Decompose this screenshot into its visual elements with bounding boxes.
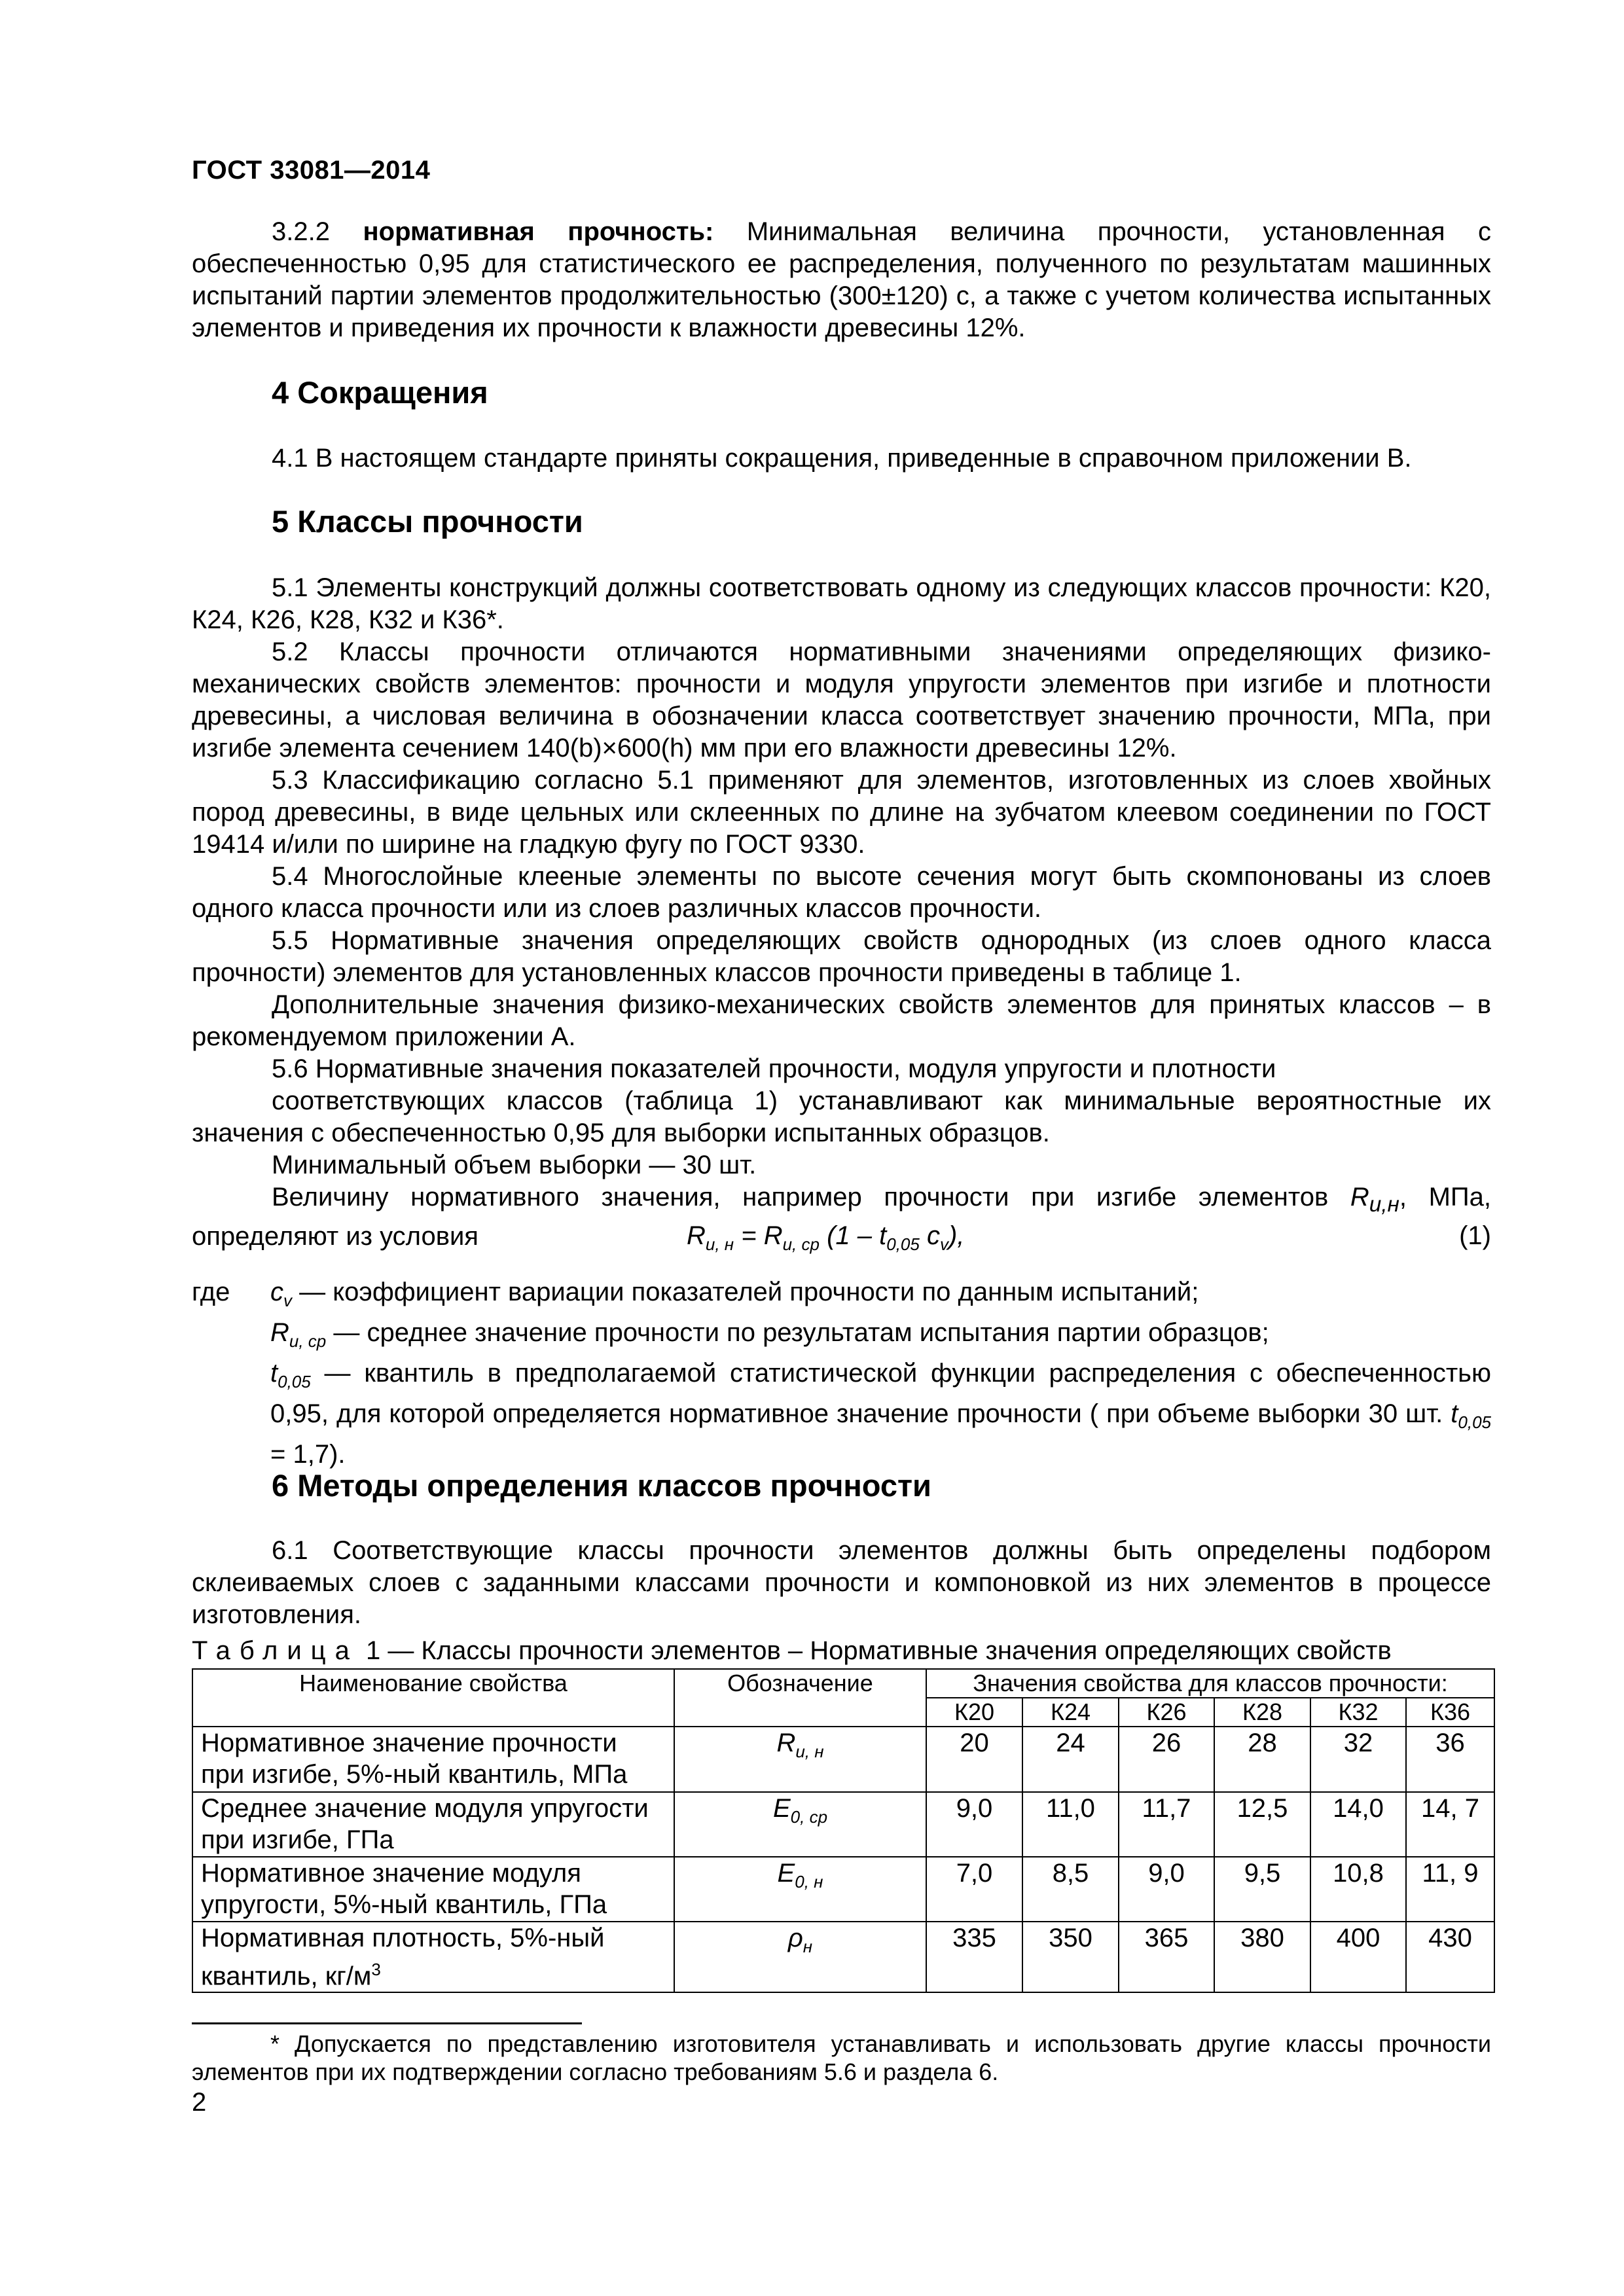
term-bold: нормативная прочность: xyxy=(363,217,714,246)
table-cell: 26 xyxy=(1119,1727,1214,1792)
clause-text: Минимальная величина прочности, установленная с обеспеченностью 0,95 для статистического ее распределения, полученного по результатам машинных испытаний партии элементов продолжительностью (300±120) с, а также с учетом количества испытанных элементов и приведения их прочности к влажности древесины 12%. xyxy=(192,217,1491,342)
footnote-separator xyxy=(192,2022,582,2024)
table-cell: 350 xyxy=(1022,1922,1119,1992)
where-word: где xyxy=(192,1278,230,1306)
property-symbol: $E_{0, н}$ xyxy=(674,1857,926,1922)
table-cell: 335 xyxy=(926,1922,1022,1992)
table-cell: 9,5 xyxy=(1214,1857,1310,1922)
clause-5-3: 5.3 Классификацию согласно 5.1 применяют для элементов, изготовленных из слоев хвойных пород древесины, в виде цельных или склеенных по длине на зубчатом клеевом соединении по ГОСТ 19414 и/или по ширине на гладкую фугу по ГОСТ 9330. xyxy=(192,766,1491,859)
formula-expression: $R_{и, н} = R_{и, ср}$ ($1 - t_{0,05}$ $c_v$), xyxy=(687,1221,965,1254)
clause-6-1 xyxy=(192,1535,1491,1631)
class-header: К20 xyxy=(926,1698,1022,1727)
table-cell: 9,0 xyxy=(1119,1857,1214,1922)
table-row xyxy=(192,1922,1494,1992)
clause-3-2-2 xyxy=(192,216,1491,344)
clause-5-6-definition: Величину нормативного значения, например прочности при изгибе элементов $R_{и,н}$, МПа, определяют из условия xyxy=(192,1183,1492,1251)
table-cell: 12,5 xyxy=(1214,1792,1310,1857)
clause-5-2: 5.2 Классы прочности отличаются нормативными значениями определяющих физико-механических свойств элементов: прочности и модуля упругости элементов при изгибе и плотности древесины, а числовая величина в обозначении класса соответствует значению прочности, МПа, при изгибе элемента сечением 140(b)×600(h) мм при его влажности древесины 12%. xyxy=(192,637,1491,762)
page-number: 2 xyxy=(192,2088,207,2117)
table-row xyxy=(192,1727,1494,1792)
property-symbol: $\rho_н$ xyxy=(674,1922,926,1992)
clause-5-6: 5.6 Нормативные значения показателей прочности, модуля упругости и плотности xyxy=(272,1054,1276,1083)
clause-5-6-sample-size: Минимальный объем выборки — 30 шт. xyxy=(272,1151,757,1179)
table-cell: 7,0 xyxy=(926,1857,1022,1922)
table-cell: 9,0 xyxy=(926,1792,1022,1857)
table-cell: 32 xyxy=(1310,1727,1406,1792)
class-header: К36 xyxy=(1406,1698,1494,1727)
table-cell: 11,7 xyxy=(1119,1792,1214,1857)
clause-5-6-continued: соответствующих классов (таблица 1) устанавливают как минимальные вероятностные их значения с обеспеченностью 0,95 для выборки испытанных образцов. xyxy=(192,1086,1491,1147)
strength-classes-table xyxy=(192,1668,1495,1993)
header-designation: Обозначение xyxy=(674,1669,926,1727)
legend-cv: $c_v$ — коэффициент вариации показателей прочности по данным испытаний; xyxy=(270,1278,1199,1310)
property-name: Нормативное значение прочности при изгибе, 5%-ный квантиль, МПа xyxy=(192,1727,674,1792)
table-cell: 8,5 xyxy=(1022,1857,1119,1922)
footnote xyxy=(192,2030,1491,2086)
table-caption: Таблица 1 — Классы прочности элементов – Нормативные значения определяющих свойств xyxy=(192,1636,1392,1665)
table-row xyxy=(192,1792,1494,1857)
clause-number: 3.2.2 xyxy=(272,217,363,246)
table-cell: 400 xyxy=(1310,1922,1406,1992)
clause-6-1-text: 6.1 Соответствующие классы прочности элементов должны быть определены подбором склеиваемых слоев с заданными классами прочности и компоновкой из них элементов в процессе изготовления. xyxy=(192,1536,1491,1629)
section-5-body xyxy=(192,572,1491,1253)
table-row xyxy=(192,1857,1494,1922)
property-symbol: $R_{и, н}$ xyxy=(674,1727,926,1792)
class-header: К24 xyxy=(1022,1698,1119,1727)
property-name: Нормативная плотность, 5%-ный квантиль, $кг/м^3$ xyxy=(192,1922,674,1992)
class-header: К32 xyxy=(1310,1698,1406,1727)
class-header: К28 xyxy=(1214,1698,1310,1727)
clause-5-5: 5.5 Нормативные значения определяющих свойств однородных (из слоев одного класса прочности) элементов для установленных классов прочности приведены в таблице 1. xyxy=(192,926,1491,987)
property-name: Нормативное значение модуля упругости, 5%-ный квантиль, ГПа xyxy=(192,1857,674,1922)
property-name: Среднее значение модуля упругости при изгибе, ГПа xyxy=(192,1792,674,1857)
clause-4-1 xyxy=(192,442,1491,475)
clause-5-1: 5.1 Элементы конструкций должны соответствовать одному из следующих классов прочности: К20, К24, К26, К28, К32 и К36*. xyxy=(192,573,1491,634)
table-cell: 28 xyxy=(1214,1727,1310,1792)
table-cell: 14, 7 xyxy=(1406,1792,1494,1857)
document-code-header: ГОСТ 33081—2014 xyxy=(192,156,431,185)
equation-number: (1) xyxy=(1459,1221,1491,1250)
section-4-heading: 4 Сокращения xyxy=(272,375,488,410)
table-cell: 24 xyxy=(1022,1727,1119,1792)
clause-5-5-additional: Дополнительные значения физико-механических свойств элементов для принятых классов – в рекомендуемом приложении А. xyxy=(192,990,1491,1051)
table-cell: 14,0 xyxy=(1310,1792,1406,1857)
table-cell: 380 xyxy=(1214,1922,1310,1992)
table-header-row xyxy=(192,1669,1494,1698)
table-cell: 11, 9 xyxy=(1406,1857,1494,1922)
table-cell: 36 xyxy=(1406,1727,1494,1792)
section-5-heading: 5 Классы прочности xyxy=(272,504,583,539)
table-cell: 430 xyxy=(1406,1922,1494,1992)
clause-5-4: 5.4 Многослойные клееные элементы по высоте сечения могут быть скомпонованы из слоев одного класса прочности или из слоев различных классов прочности. xyxy=(192,862,1491,923)
footnote-text: * Допускается по представлению изготовителя устанавливать и использовать другие классы прочности элементов при их подтверждении согласно требованиям 5.6 и раздела 6. xyxy=(192,2030,1491,2085)
class-header: К26 xyxy=(1119,1698,1214,1727)
table-cell: 365 xyxy=(1119,1922,1214,1992)
property-symbol: $E_{0, ср}$ xyxy=(674,1792,926,1857)
table-cell: 10,8 xyxy=(1310,1857,1406,1922)
table-cell: 20 xyxy=(926,1727,1022,1792)
table-cell: 11,0 xyxy=(1022,1792,1119,1857)
header-property-name: Наименование свойства xyxy=(192,1669,674,1727)
header-class-values: Значения свойства для классов прочности: xyxy=(926,1669,1494,1698)
section-6-heading: 6 Методы определения классов прочности xyxy=(272,1468,931,1503)
formula-legend xyxy=(192,1276,1491,1471)
clause-4-1-text: 4.1 В настоящем стандарте приняты сокращения, приведенные в справочном приложении В. xyxy=(272,444,1412,473)
legend-r-mean: $R_{и, ср}$ — среднее значение прочности по результатам испытания партии образцов; xyxy=(270,1318,1269,1351)
legend-t-quantile: $t_{0,05}$ — квантиль в предполагаемой статистической функции распределения с обеспеченностью 0,95, для которой определяется нормативное значение прочности ( при объеме выборки 30 шт. $t_{0,05} = 1,7$). xyxy=(270,1359,1491,1469)
